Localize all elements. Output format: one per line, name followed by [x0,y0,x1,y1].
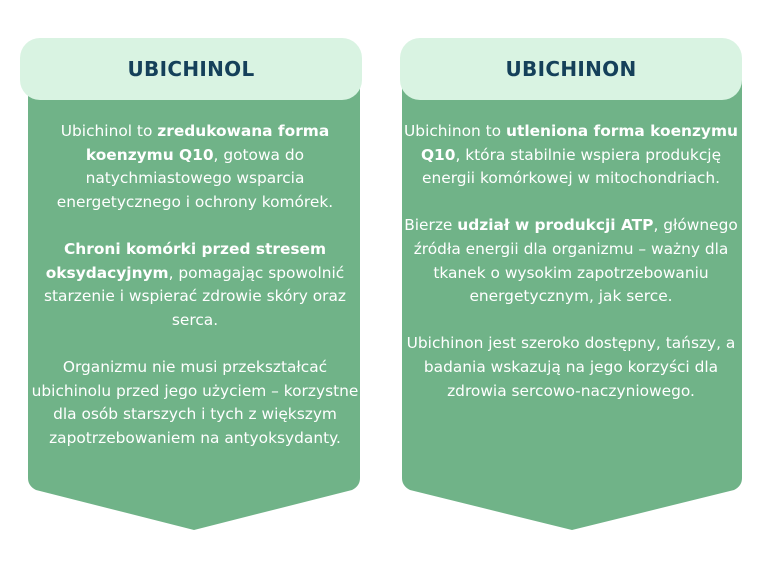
ubichinon-paragraph-1: Ubichinon to utleniona forma koenzymu Q10, która stabilnie wspiera produkcję energii komórkowej w mitochondriach. [404,122,738,188]
ubichinol-title-tab [20,38,362,100]
ubichinol-title: UBICHINOL [127,57,255,81]
ubichinol-description [24,120,366,474]
ubichinon-card [388,0,756,572]
ubichinon-paragraph-3: Ubichinon jest szeroko dostępny, tańszy, a badania wskazują na jego korzyści dla zdrowia sercowo-naczyniowego. [406,334,736,400]
ubichinon-title-tab [400,38,742,100]
ubichinon-description [400,120,742,427]
ubichinol-paragraph-2: Chroni komórki przed stresem oksydacyjnym, pomagając spowolnić starzenie i wspierać zdrowie skóry oraz serca. [43,239,346,329]
ubichinol-paragraph-1: Ubichinol to zredukowana forma koenzymu Q10, gotowa do natychmiastowego wsparcia energetycznego i ochrony komórek. [56,122,334,211]
ubichinol-paragraph-3: Organizmu nie musi przekształcać ubichinolu przed jego użyciem – korzystne dla osób starszych i tych z większym zapotrzebowaniem na antyoksydanty. [31,357,359,447]
ubichinon-title: UBICHINON [505,57,637,81]
ubichinol-card [10,0,378,572]
ubichinon-paragraph-2: Bierze udział w produkcji ATP, głównego źródła energii dla organizmu – ważny dla tkanek o wysokim zapotrzebowaniu energetycznym, jak serce. [404,216,738,306]
